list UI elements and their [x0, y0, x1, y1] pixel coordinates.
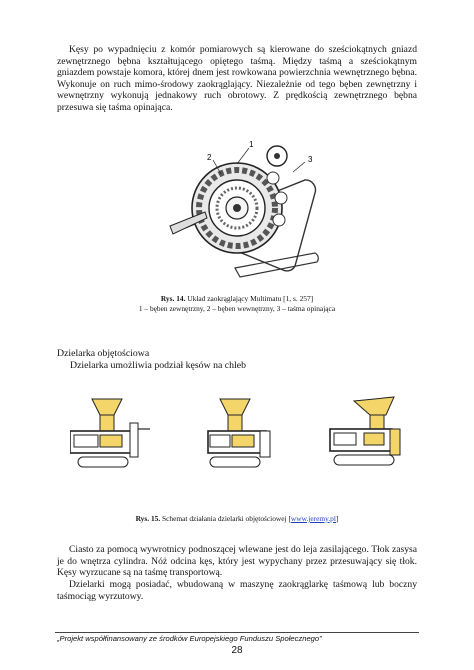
- hopper-neck: [370, 415, 384, 429]
- paragraph-text: Dzielarki mogą posiadać, wbudowaną w maszynę zaokrąglarkę taśmową lub boczny taśmociąg wyrzutowy.: [57, 579, 417, 602]
- piston: [210, 435, 230, 447]
- lower-conveyor: [235, 253, 318, 277]
- hopper: [220, 399, 250, 415]
- dough-piece: [275, 192, 287, 204]
- figure14-caption: [0, 294, 474, 303]
- section-heading: Dzielarka objętościowa: [57, 348, 150, 359]
- section-subtitle: Dzielarka umożliwia podział kęsów na chleb: [70, 360, 247, 371]
- page-number: 28: [231, 645, 243, 656]
- caption-number: Rys. 14.: [160, 294, 186, 303]
- divider-stage-1-diagram: [70, 393, 162, 473]
- drum-axis: [233, 204, 241, 212]
- dough-chamber: [100, 435, 122, 447]
- dough-piece-ejected: [390, 429, 400, 455]
- knife: [130, 423, 138, 457]
- paragraph-divider-operation: [57, 544, 417, 579]
- leader-line-3: [293, 162, 305, 172]
- multimat-rounding-diagram: [165, 138, 325, 288]
- footer-text: „Projekt współfinansowany ze środków Europejskiego Funduszu Społecznego”: [57, 634, 322, 643]
- label-3: 3: [308, 155, 313, 164]
- caption-link[interactable]: www.jeremy.pl: [290, 514, 336, 523]
- hopper: [354, 397, 394, 415]
- conveyor-belt: [78, 457, 128, 467]
- paragraph-text: Ciasto za pomocą wywrotnicy podnoszącej wlewane jest do leja zasilającego. Tłok zasysa je do wnętrza cylindra. Nóż odcina kęs, który jest wypychany przez przesuwający się tłok. Kęsy wyrzucane są na taśmę transportową.: [57, 544, 417, 579]
- caption-end: ]: [335, 514, 339, 523]
- dough-piece: [267, 172, 279, 184]
- conveyor-belt: [334, 455, 394, 465]
- conveyor-belt: [210, 457, 260, 467]
- footer-divider: [55, 632, 419, 633]
- caption-text: Schemat działania dzielarki objętościowej [: [160, 514, 291, 523]
- paragraph-rounding-description: [57, 44, 417, 114]
- label-2: 2: [207, 153, 212, 162]
- hopper-neck: [100, 415, 114, 431]
- dough-piece: [273, 214, 285, 226]
- caption-number: Rys. 15.: [135, 514, 161, 523]
- label-1: 1: [249, 140, 254, 149]
- divider-stage-2-diagram: [198, 393, 290, 473]
- divider-stage-3-diagram: [324, 393, 416, 473]
- paragraph-divider-options: [57, 579, 417, 602]
- top-pulley-hub: [274, 153, 280, 159]
- leader-line-1: [237, 148, 249, 164]
- dough-chamber: [232, 435, 254, 447]
- figure14-legend: 1 – bęben zewnętrzny, 2 – bęben wewnętrzny, 3 – taśma opinająca: [138, 304, 336, 313]
- knife: [260, 431, 270, 457]
- paragraph-text: Kęsy po wypadnięciu z komór pomiarowych są kierowane do sześciokątnych gniazd zewnętrznego bębna kształtującego opiętego taśmą. Między taśmą a sześciokątnym gniazdem powstaje komora, której dnem jest rowkowana powierzchnia wewnętrznego bębna. Wykonuje on ruch mimo-środowy zaokrąglający. Niezależnie od tego bęben zewnętrzny i wewnętrzny wykonują jednakowy ruch obrotowy. Z prędkością zewnętrznego bębna przesuwa się taśma opinająca.: [57, 44, 417, 113]
- piston: [74, 435, 98, 447]
- piston: [334, 433, 356, 445]
- figure15-caption: [0, 514, 474, 523]
- caption-text: Układ zaokrąglający Multimatu [1, s. 257]: [185, 294, 314, 303]
- dough-chamber: [364, 433, 384, 445]
- hopper: [92, 399, 122, 415]
- hopper-neck: [228, 415, 242, 431]
